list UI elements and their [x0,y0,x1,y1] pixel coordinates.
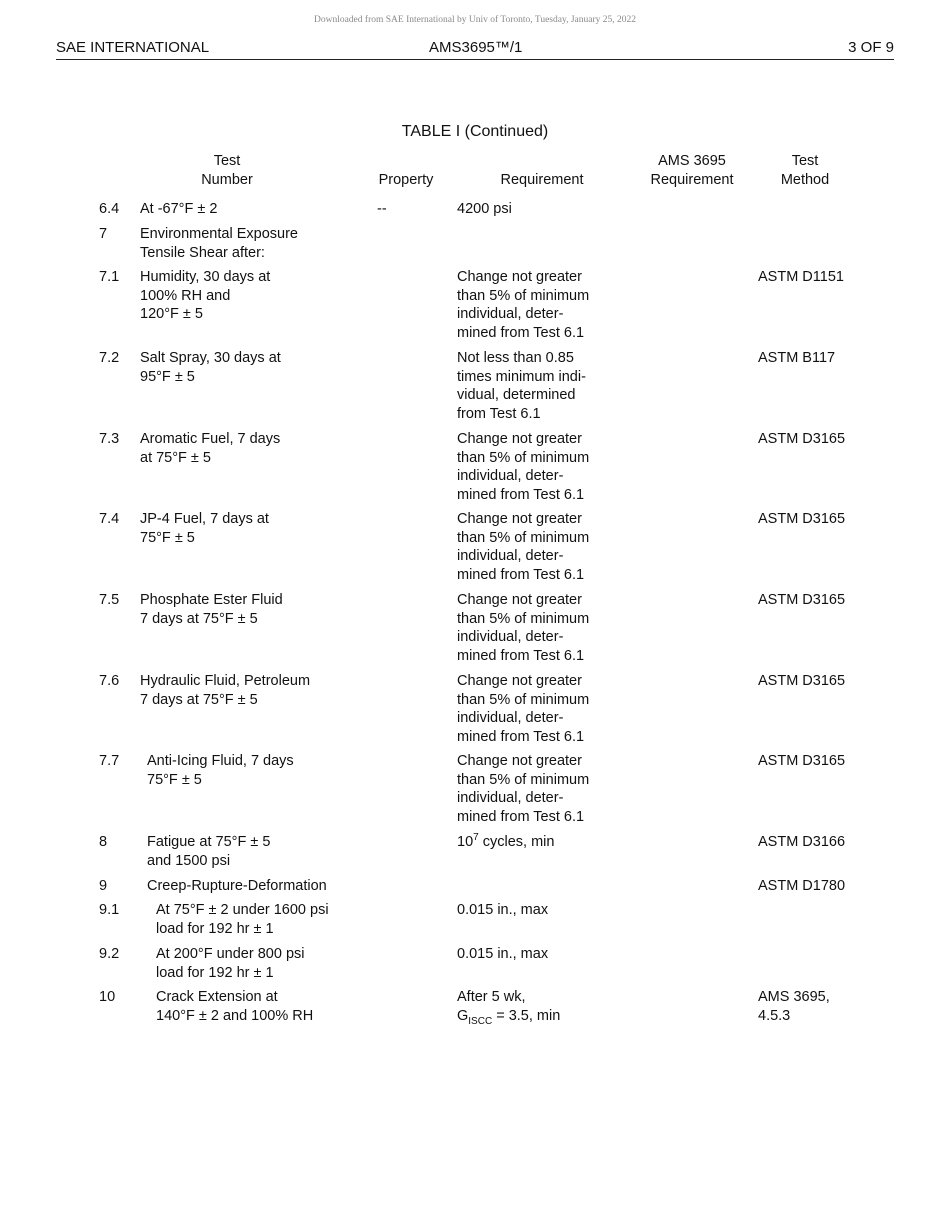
description-line: 7 days at 75°F ± 5 [140,610,258,627]
requirement-line: times minimum indi- [457,368,586,385]
method-line: 4.5.3 [758,1007,791,1024]
description-line: 75°F ± 5 [147,771,202,788]
download-watermark: Downloaded from SAE International by Univ of Toronto, Tuesday, January 25, 2022 [313,15,637,25]
requirement-value [457,200,512,219]
requirement-value [457,591,589,665]
col-header-requirement: Requirement [500,172,584,188]
requirement-line: $10^7$ cycles, min [457,832,555,850]
description-line: 120°F ± 5 [140,306,203,323]
test-description [147,752,294,789]
requirement-line: Not less than 0.85 [457,350,574,366]
requirement-value [457,988,560,1025]
description-line: Phosphate Ester Fluid [140,592,283,608]
description-line: Environmental Exposure [140,226,298,242]
requirement-line: than 5% of minimum [457,529,590,546]
method-line: ASTM D1780 [758,878,846,894]
method-line: ASTM B117 [758,350,836,366]
test-method-value [758,988,830,1025]
description-line: Creep-Rupture-Deformation [147,878,327,894]
test-method-value [758,268,844,287]
test-description [140,349,281,386]
col-header-test-number: Test Number [201,153,253,188]
requirement-line: individual, deter- [457,710,564,727]
requirement-line: Change not greater [457,431,582,447]
requirement-value [457,672,589,746]
test-description [140,268,270,324]
requirement-line: than 5% of minimum [457,610,590,627]
requirement-value [457,833,554,852]
test-description [156,945,304,982]
test-description [147,877,327,896]
requirement-line: mined from Test 6.1 [457,728,585,745]
requirement-value [457,268,589,342]
description-line: 95°F ± 5 [140,368,195,385]
test-method-value [758,510,845,529]
test-number: 7.2 [99,350,120,366]
description-line: At -67°F ± 2 [140,201,218,217]
requirement-line: 0.015 in., max [457,946,549,962]
test-number: 7.6 [99,673,120,689]
requirement-line: Change not greater [457,753,582,769]
test-description [140,672,310,709]
requirement-line: mined from Test 6.1 [457,486,585,503]
requirement-line: mined from Test 6.1 [457,647,585,664]
test-number: 9.1 [99,902,120,918]
requirement-line: $G_{ISCC} = 3.5$, min [457,1007,561,1027]
test-number: 7.4 [99,511,120,527]
description-line: Aromatic Fuel, 7 days [140,431,281,447]
subscript: ISCC [468,1015,493,1027]
requirement-line: than 5% of minimum [457,771,590,788]
method-line: ASTM D1151 [758,269,844,285]
test-method-value [758,349,835,368]
description-line: Tensile Shear after: [140,244,265,261]
header-page-number: 3 OF 9 [848,39,894,56]
test-description [140,591,283,628]
method-line: ASTM D3165 [758,511,846,527]
col-header-test-method: Test Method [780,153,830,188]
test-number: 8 [99,834,108,850]
requirement-line: from Test 6.1 [457,405,541,422]
test-number: 7.3 [99,431,120,447]
requirement-line: Change not greater [457,269,582,285]
requirement-line: individual, deter- [457,306,564,323]
method-line: ASTM D3165 [758,592,846,608]
test-method-value [758,591,845,610]
description-line: load for 192 hr ± 1 [156,920,274,937]
method-line: ASTM D3166 [758,834,846,850]
description-line: 7 days at 75°F ± 5 [140,691,258,708]
col-header-property: Property [378,172,434,188]
test-description [140,510,269,547]
requirement-line: mined from Test 6.1 [457,324,585,341]
test-description [140,225,298,262]
test-number: 7.7 [99,753,120,769]
test-method-value [758,752,845,771]
requirement-line: than 5% of minimum [457,287,590,304]
page-header [56,39,894,60]
method-line: ASTM D3165 [758,673,846,689]
test-method-value [758,833,845,852]
header-publisher: SAE INTERNATIONAL [56,39,210,56]
description-line: JP-4 Fuel, 7 days at [140,511,269,527]
test-number: 9 [99,878,108,894]
description-line: and 1500 psi [147,852,231,869]
test-method-value [758,877,845,896]
description-line: load for 192 hr ± 1 [156,964,274,981]
test-description [140,430,280,467]
requirement-line: mined from Test 6.1 [457,566,585,583]
property-value: -- [377,201,387,217]
description-line: Crack Extension at [156,989,278,1005]
requirement-value [457,945,548,964]
description-line: 100% RH and [140,287,231,304]
header-document-id: AMS3695™/1 [429,39,523,56]
description-line: at 75°F ± 5 [140,449,211,466]
description-line: 140°F ± 2 and 100% RH [156,1007,314,1024]
description-line: Fatigue at 75°F ± 5 [147,834,271,850]
test-description [147,833,270,870]
test-number: 6.4 [99,201,120,217]
description-line: Salt Spray, 30 days at [140,350,281,366]
requirement-value [457,510,589,584]
method-line: AMS 3695, [758,989,830,1005]
requirement-line: individual, deter- [457,468,564,485]
requirement-value [457,752,589,826]
description-line: 75°F ± 5 [140,529,195,546]
col-header-ams-requirement: AMS 3695 Requirement [650,153,734,188]
requirement-line: individual, deter- [457,629,564,646]
requirement-line: vidual, determined [457,387,576,404]
test-number: 7 [99,226,108,242]
method-line: ASTM D3165 [758,431,846,447]
requirement-line: Change not greater [457,673,582,689]
method-line: ASTM D3165 [758,753,846,769]
requirement-line: Change not greater [457,511,582,527]
test-number: 7.1 [99,269,120,285]
description-line: Hydraulic Fluid, Petroleum [140,673,311,689]
requirement-line: mined from Test 6.1 [457,808,585,825]
test-description [156,988,313,1025]
test-description [140,200,217,219]
test-method-value [758,672,845,691]
description-line: Humidity, 30 days at [140,269,271,285]
test-number: 9.2 [99,946,120,962]
requirement-line: than 5% of minimum [457,691,590,708]
test-method-value [758,430,845,449]
requirement-value [457,349,586,423]
requirement-line: After 5 wk, [457,989,526,1005]
description-line: At 75°F ± 2 under 1600 psi [156,902,329,918]
test-number: 10 [99,989,116,1005]
requirement-line: than 5% of minimum [457,449,590,466]
exponent: 7 [473,832,479,844]
requirement-value [457,901,548,920]
test-number: 7.5 [99,592,120,608]
requirement-line: 0.015 in., max [457,902,549,918]
requirement-line: Change not greater [457,592,582,608]
requirement-line: 4200 psi [457,201,512,217]
requirement-line: individual, deter- [457,790,564,807]
test-description [156,901,329,938]
description-line: Anti-Icing Fluid, 7 days [147,753,294,769]
requirement-value [457,430,589,504]
requirement-line: individual, deter- [457,548,564,565]
description-line: At 200°F under 800 psi [156,946,305,962]
table-title: TABLE I (Continued) [401,123,549,140]
